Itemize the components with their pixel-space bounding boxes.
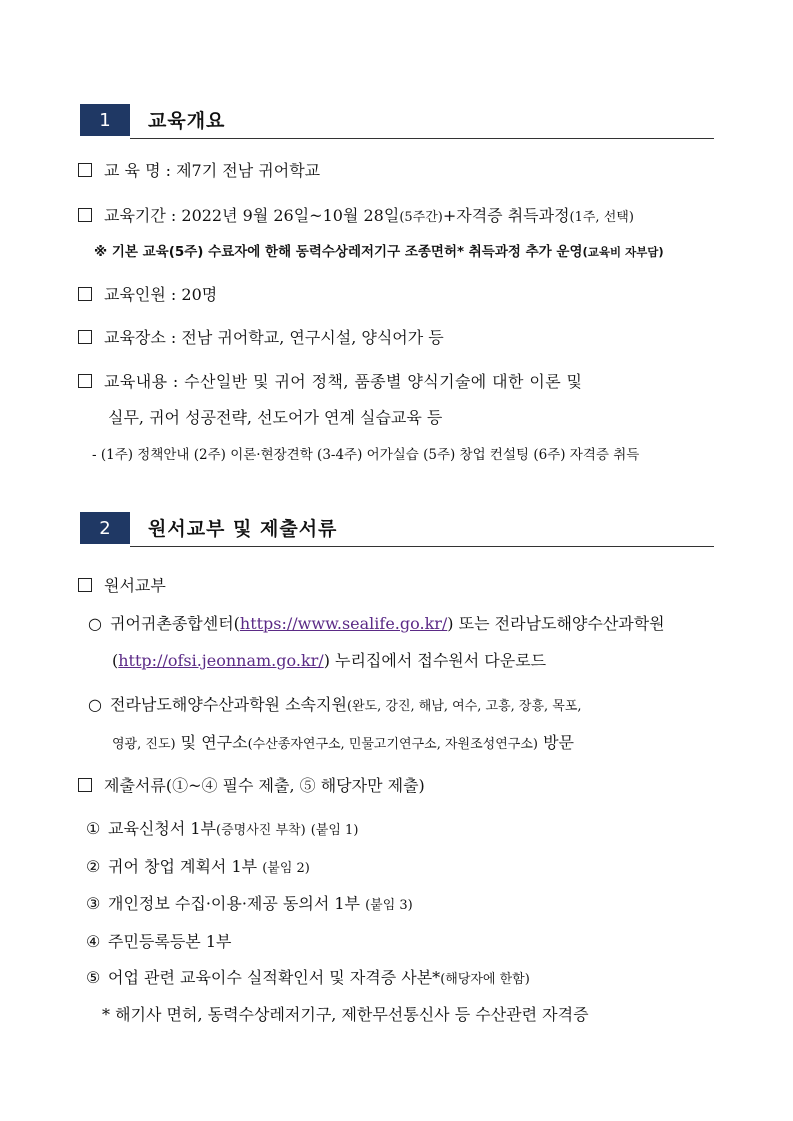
section-title: 원서교부 및 제출서류 xyxy=(148,518,338,540)
edu-name-line xyxy=(78,158,320,181)
documents-header-line xyxy=(78,773,425,796)
document-item xyxy=(86,854,310,877)
document-item xyxy=(86,891,413,914)
distribution-item-1-line-2 xyxy=(112,648,546,671)
schedule-line xyxy=(92,443,639,463)
period-text: 교육기간 : 2022년 9월 26일~10월 28일 xyxy=(104,206,400,225)
circle-bullet-icon: ○ xyxy=(88,614,102,633)
document-ref: (붙임 1) xyxy=(310,823,359,838)
document-small: (해당자에 한함) xyxy=(440,972,530,987)
circled-number: ① xyxy=(86,819,101,838)
section-2-header xyxy=(80,512,714,544)
section-1-header xyxy=(80,104,714,136)
place-text: 교육장소 : 전남 귀어학교, 연구시설, 양식어가 등 xyxy=(104,328,444,347)
section-number: 1 xyxy=(80,104,130,136)
document-item xyxy=(86,965,530,988)
note-text: ※ 기본 교육(5주) 수료자에 한해 동력수상레저기구 조종면허* 취득과정 추가 운영 xyxy=(94,244,583,260)
circled-number: ⑤ xyxy=(86,968,101,987)
document-item xyxy=(86,929,231,952)
schedule-text: - (1주) 정책안내 (2주) 이론·현장견학 (3-4주) 어가실습 (5주) 창업 컨설팅 (6주) 자격증 취득 xyxy=(92,447,640,463)
footnote-text: * 해기사 면허, 동력수상레저기구, 제한무선통신사 등 수산관련 자격증 xyxy=(102,1005,589,1024)
footnote-line xyxy=(102,1002,589,1025)
distribution-item-2-line-1 xyxy=(88,692,582,715)
edu-name-text: 교 육 명 : 제7기 전남 귀어학교 xyxy=(104,161,321,180)
distribution-text: 원서교부 xyxy=(104,576,166,595)
circled-number: ③ xyxy=(86,894,101,913)
item2-small2: 영광, 진도) xyxy=(112,737,176,752)
distribution-item-1-line-1 xyxy=(88,611,665,634)
circled-number: ④ xyxy=(86,932,101,951)
period-mid: +자격증 취득과정 xyxy=(442,206,570,225)
checkbox-square-icon xyxy=(78,163,92,177)
content-text-2: 실무, 귀어 성공전략, 선도어가 연계 실습교육 등 xyxy=(108,408,443,427)
document-text: 교육신청서 1부 xyxy=(108,819,217,838)
period-small-2: (1주, 선택) xyxy=(569,210,634,225)
edu-content-line-1 xyxy=(78,369,582,392)
document-ref: (붙임 2) xyxy=(262,861,310,876)
document-text: 귀어 창업 계획서 1부 xyxy=(108,857,258,876)
document-ref: (붙임 3) xyxy=(365,898,413,913)
document-small: (증명사진 부착) xyxy=(216,823,306,838)
edu-people-line xyxy=(78,282,217,305)
section-number: 2 xyxy=(80,512,130,544)
section-rule xyxy=(130,546,714,547)
document-text: 어업 관련 교육이수 실적확인서 및 자격증 사본* xyxy=(108,968,441,987)
item1-pre: 귀어귀촌종합센터( xyxy=(110,614,240,633)
documents-header-text: 제출서류(①~④ 필수 제출, ⑤ 해당자만 제출) xyxy=(104,776,425,795)
checkbox-square-icon xyxy=(78,208,92,222)
edu-place-line xyxy=(78,325,444,348)
edu-period-line xyxy=(78,203,634,226)
edu-content-line-2 xyxy=(108,405,442,428)
note-small: (교육비 자부담) xyxy=(582,245,664,259)
item2-small1: (완도, 강진, 해남, 여수, 고흥, 장흥, 목포, xyxy=(346,699,582,714)
checkbox-square-icon xyxy=(78,374,92,388)
section-rule xyxy=(130,138,714,139)
checkbox-square-icon xyxy=(78,578,92,592)
item2-main2: 및 연구소 xyxy=(175,733,248,752)
ofsi-link[interactable]: http://ofsi.jeonnam.go.kr/ xyxy=(118,651,324,670)
sealife-link[interactable]: https://www.sealife.go.kr/ xyxy=(239,614,448,633)
checkbox-square-icon xyxy=(78,330,92,344)
document-text: 개인정보 수집·이용·제공 동의서 1부 xyxy=(108,894,360,913)
section-title: 교육개요 xyxy=(148,110,226,132)
item2-main3: 방문 xyxy=(537,733,574,752)
checkbox-square-icon xyxy=(78,778,92,792)
item1-pre2: ( xyxy=(112,651,119,670)
document-text: 주민등록등본 1부 xyxy=(108,932,232,951)
circled-number: ② xyxy=(86,857,101,876)
content-text-1: 교육내용 : 수산일반 및 귀어 정책, 품종별 양식기술에 대한 이론 및 xyxy=(104,372,583,391)
document-item xyxy=(86,816,358,839)
people-text: 교육인원 : 20명 xyxy=(104,285,218,304)
circle-bullet-icon: ○ xyxy=(88,695,102,714)
distribution-item-2-line-2 xyxy=(112,730,574,753)
item1-mid: ) 또는 전라남도해양수산과학원 xyxy=(447,614,665,633)
item1-post2: ) 누리집에서 접수원서 다운로드 xyxy=(323,651,547,670)
edu-note-line xyxy=(94,240,664,260)
distribution-line xyxy=(78,573,166,596)
item2-main: 전라남도해양수산과학원 소속지원 xyxy=(110,695,347,714)
checkbox-square-icon xyxy=(78,287,92,301)
item2-small3: (수산종자연구소, 민물고기연구소, 자원조성연구소) xyxy=(247,737,538,752)
period-small-1: (5주간) xyxy=(399,210,443,225)
